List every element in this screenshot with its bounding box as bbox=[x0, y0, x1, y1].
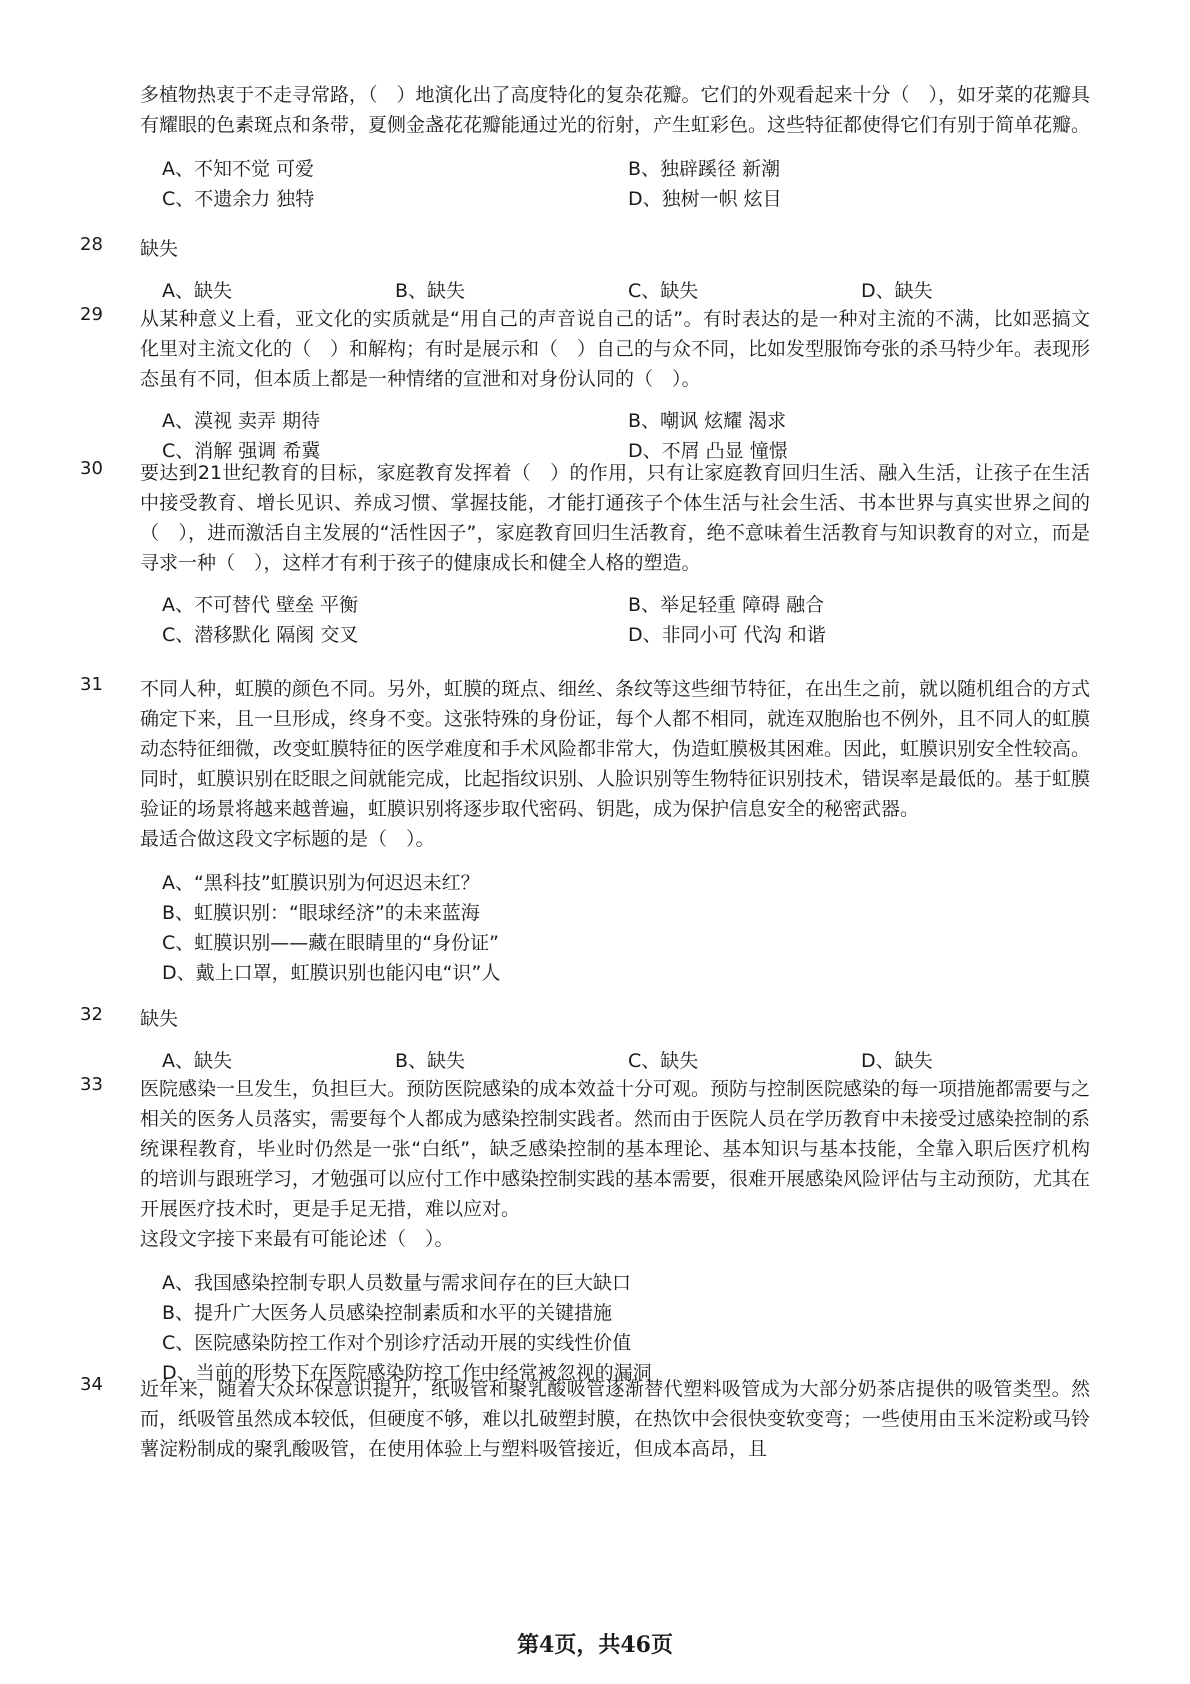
option-b: B、缺失 bbox=[395, 1050, 466, 1072]
question-text: 要达到21世纪教育的目标，家庭教育发挥着（ ）的作用，只有让家庭教育回归生活、融入生活，让孩子在生活中接受教育、增长见识、养成习惯、掌握技能，才能打通孩子个体生活与社会生活、书本世界与真实世界之间的（ ），进而激活自主发展的“活性因子”，家庭教育回归生活教育，绝不意味着生活教育与知识教育的对立，而是寻求一种（ ），这样才有利于孩子的健康成长和健全人格的塑造。 bbox=[140, 462, 1090, 574]
options bbox=[162, 590, 1090, 650]
option-c: C、缺失 bbox=[628, 1050, 699, 1072]
options bbox=[162, 276, 1090, 306]
option-a: A、“黑科技”虹膜识别为何迟迟未红？ bbox=[162, 872, 480, 894]
option-c: C、缺失 bbox=[628, 280, 699, 302]
question-number: 34 bbox=[80, 1374, 103, 1395]
option-a: A、缺失 bbox=[162, 280, 232, 302]
question-prompt: 这段文字接下来最有可能论述（ ）。 bbox=[140, 1228, 454, 1250]
option-a: A、我国感染控制专职人员数量与需求间存在的巨大缺口 bbox=[162, 1272, 631, 1294]
question-33 bbox=[80, 1074, 1090, 1388]
page-footer: 第4页，共46页 bbox=[517, 1632, 673, 1658]
question-text: 缺失 bbox=[140, 238, 179, 260]
options bbox=[162, 868, 1090, 988]
option-d: D、非同小可 代沟 和谐 bbox=[628, 624, 826, 646]
question-text: 医院感染一旦发生，负担巨大。预防医院感染的成本效益十分可观。预防与控制医院感染的每一项措施都需要与之相关的医务人员落实，需要每个人都成为感染控制实践者。然而由于医院人员在学历教育中未接受过感染控制的系统课程教育，毕业时仍然是一张“白纸”，缺乏感染控制的基本理论、基本知识与基本技能，全靠入职后医疗机构的培训与跟班学习，才勉强可以应付工作中感染控制实践的基本需要，很难开展感染风险评估与主动预防，尤其在开展医疗技术时，更是手足无措，难以应对。 bbox=[140, 1078, 1091, 1220]
question-number: 32 bbox=[80, 1004, 103, 1025]
option-c: C、不遗余力 独特 bbox=[162, 188, 315, 210]
option-a: A、漠视 卖弄 期待 bbox=[162, 410, 321, 432]
option-b: B、提升广大医务人员感染控制素质和水平的关键措施 bbox=[162, 1302, 613, 1324]
option-a: A、不可替代 壁垒 平衡 bbox=[162, 594, 359, 616]
option-a: A、不知不觉 可爱 bbox=[162, 158, 315, 180]
option-d: D、缺失 bbox=[861, 1050, 933, 1072]
option-c: C、潜移默化 隔阂 交叉 bbox=[162, 624, 359, 646]
option-c: C、医院感染防控工作对个别诊疗活动开展的实线性价值 bbox=[162, 1332, 632, 1354]
question-text: 不同人种，虹膜的颜色不同。另外，虹膜的斑点、细丝、条纹等这些细节特征，在出生之前，就以随机组合的方式确定下来，且一旦形成，终身不变。这张特殊的身份证，每个人都不相同，就连双胞胎也不例外，且不同人的虹膜动态特征细微，改变虹膜特征的医学难度和手术风险都非常大，伪造虹膜极其困难。因此，虹膜识别安全性较高。同时，虹膜识别在眨眼之间就能完成，比起指纹识别、人脸识别等生物特征识别技术，错误率是最低的。基于虹膜验证的场景将越来越普遍，虹膜识别将逐步取代密码、钥匙，成为保护信息安全的秘密武器。 bbox=[140, 678, 1091, 820]
option-d: D、当前的形势下在医院感染防控工作中经常被忽视的漏洞 bbox=[162, 1362, 652, 1384]
question-text: 近年来，随着大众环保意识提升，纸吸管和聚乳酸吸管逐渐替代塑料吸管成为大部分奶茶店提供的吸管类型。然而，纸吸管虽然成本较低，但硬度不够，难以扎破塑封膜，在热饮中会很快变软变弯；一些使用由玉米淀粉或马铃薯淀粉制成的聚乳酸吸管，在使用体验上与塑料吸管接近，但成本高昂，且 bbox=[140, 1378, 1091, 1460]
question-text: 多植物热衷于不走寻常路，（ ）地演化出了高度特化的复杂花瓣。它们的外观看起来十分（ ），如牙菜的花瓣具有耀眼的色素斑点和条带，夏侧金盏花花瓣能通过光的衍射，产生虹彩色。这些特征都使得它们有别于简单花瓣。 bbox=[140, 84, 1091, 136]
option-b: B、虹膜识别：“眼球经济”的未来蓝海 bbox=[162, 902, 480, 924]
question-32 bbox=[80, 1004, 1090, 1076]
option-b: B、举足轻重 障碍 融合 bbox=[628, 594, 825, 616]
options bbox=[162, 406, 1090, 466]
options bbox=[162, 1268, 1090, 1388]
option-b: B、缺失 bbox=[395, 280, 466, 302]
question-number: 33 bbox=[80, 1074, 103, 1095]
option-b: B、嘲讽 炫耀 渴求 bbox=[628, 410, 787, 432]
option-c: C、消解 强调 希冀 bbox=[162, 440, 321, 462]
options bbox=[162, 1046, 1090, 1076]
option-d: D、独树一帜 炫目 bbox=[628, 188, 782, 210]
question-27-continued bbox=[80, 80, 1090, 214]
question-31 bbox=[80, 674, 1090, 988]
option-d: D、戴上口罩，虹膜识别也能闪电“识”人 bbox=[162, 962, 501, 984]
options bbox=[162, 154, 1090, 214]
question-29 bbox=[80, 304, 1090, 466]
question-prompt: 最适合做这段文字标题的是（ ）。 bbox=[140, 828, 435, 850]
question-number: 31 bbox=[80, 674, 103, 695]
option-d: D、缺失 bbox=[861, 280, 933, 302]
question-number: 28 bbox=[80, 234, 103, 255]
question-number: 29 bbox=[80, 304, 103, 325]
question-28 bbox=[80, 234, 1090, 306]
option-a: A、缺失 bbox=[162, 1050, 232, 1072]
question-number: 30 bbox=[80, 458, 103, 479]
question-text: 从某种意义上看，亚文化的实质就是“用自己的声音说自己的话”。有时表达的是一种对主流的不满，比如恶搞文化里对主流文化的（ ）和解构；有时是展示和（ ）自己的与众不同，比如发型服饰夸张的杀马特少年。表现形态虽有不同，但本质上都是一种情绪的宣泄和对身份认同的（ ）。 bbox=[140, 308, 1091, 390]
question-30 bbox=[80, 458, 1090, 650]
option-d: D、不屑 凸显 憧憬 bbox=[628, 440, 788, 462]
question-34 bbox=[80, 1374, 1090, 1464]
question-text: 缺失 bbox=[140, 1008, 179, 1030]
option-c: C、虹膜识别——藏在眼睛里的“身份证” bbox=[162, 932, 499, 954]
option-b: B、独辟蹊径 新潮 bbox=[628, 158, 781, 180]
